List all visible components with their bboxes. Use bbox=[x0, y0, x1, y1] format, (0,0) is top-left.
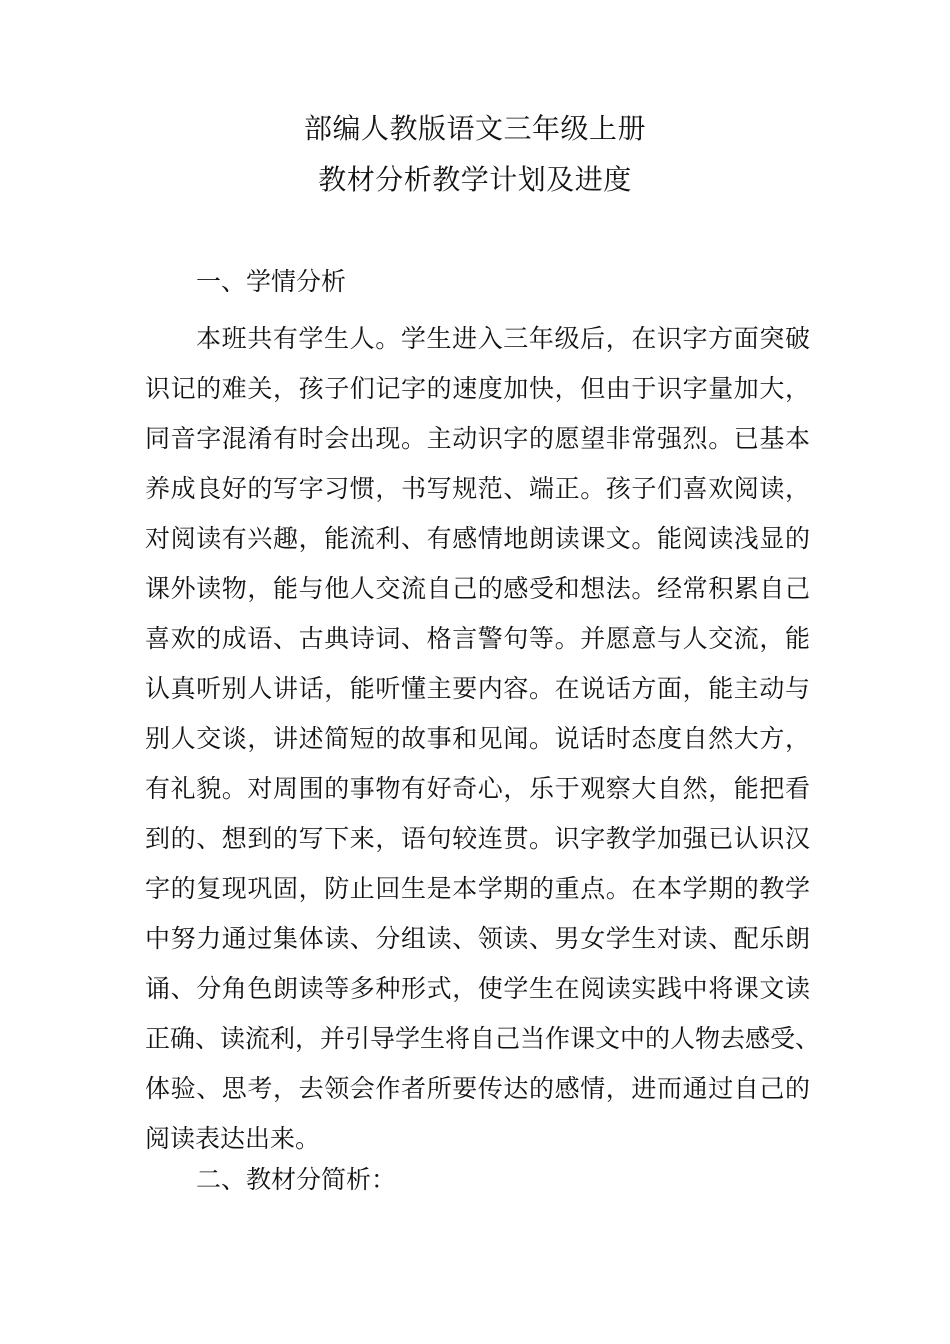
document-title-line2: 教材分析教学计划及进度 bbox=[318, 163, 632, 196]
paragraph-line: 体验、思考，去领会作者所要传达的感情，进而通过自己的 bbox=[145, 1074, 810, 1103]
section2-heading: 二、教材分简析： bbox=[196, 1165, 397, 1194]
paragraph-line: 养成良好的写字习惯，书写规范、端正。孩子们喜欢阅读， bbox=[145, 474, 810, 503]
paragraph-line: 中努力通过集体读、分组读、领读、男女学生对读、配乐朗 bbox=[145, 924, 810, 953]
document-title-line1: 部编人教版语文三年级上册 bbox=[303, 112, 646, 145]
section1-paragraph bbox=[145, 314, 821, 1164]
paragraph-line: 本班共有学生人。学生进入三年级后，在识字方面突破 bbox=[196, 324, 810, 353]
paragraph-line: 对阅读有兴趣，能流利、有感情地朗读课文。能阅读浅显的 bbox=[145, 524, 810, 553]
paragraph-line: 识记的难关，孩子们记字的速度加快，但由于识字量加大， bbox=[145, 374, 810, 403]
paragraph-line: 有礼貌。对周围的事物有好奇心，乐于观察大自然，能把看 bbox=[145, 774, 810, 803]
paragraph-line: 认真听别人讲话，能听懂主要内容。在说话方面，能主动与 bbox=[145, 674, 810, 703]
paragraph-line: 正确、读流利，并引导学生将自己当作课文中的人物去感受、 bbox=[145, 1024, 821, 1053]
section1-heading: 一、学情分析 bbox=[196, 267, 347, 296]
paragraph-line: 诵、分角色朗读等多种形式，使学生在阅读实践中将课文读 bbox=[145, 974, 810, 1003]
paragraph-line: 字的复现巩固，防止回生是本学期的重点。在本学期的教学 bbox=[145, 874, 810, 903]
paragraph-line: 阅读表达出来。 bbox=[145, 1124, 321, 1153]
paragraph-line: 同音字混淆有时会出现。主动识字的愿望非常强烈。已基本 bbox=[145, 424, 810, 453]
paragraph-line: 课外读物，能与他人交流自己的感受和想法。经常积累自己 bbox=[145, 574, 810, 603]
paragraph-line: 到的、想到的写下来，语句较连贯。识字教学加强已认识汉 bbox=[145, 824, 810, 853]
paragraph-line: 别人交谈，讲述简短的故事和见闻。说话时态度自然大方， bbox=[145, 724, 810, 753]
paragraph-line: 喜欢的成语、古典诗词、格言警句等。并愿意与人交流，能 bbox=[145, 624, 810, 653]
